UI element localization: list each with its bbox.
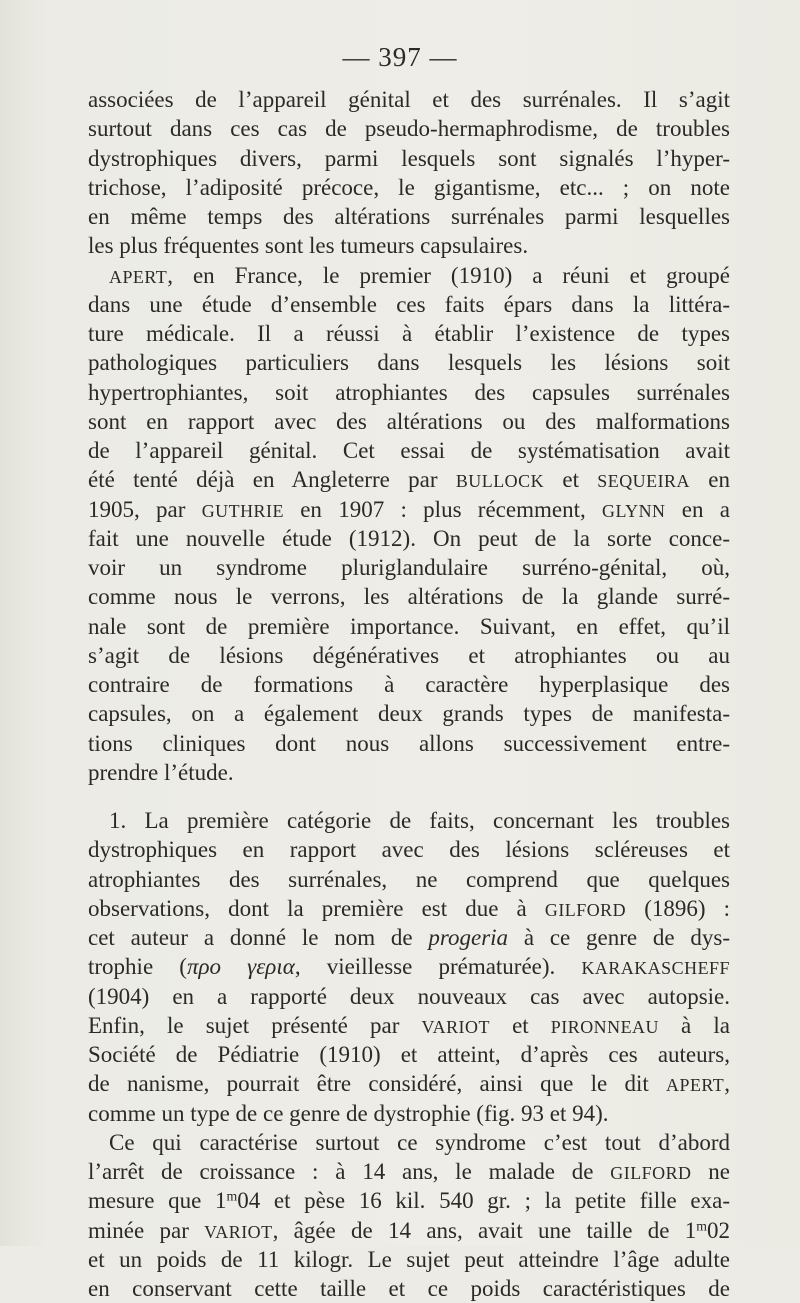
text-line: observations, dont la première est due à GILFORD (1896) : [88,895,730,921]
text-line: hypertrophiantes, soit atrophiantes des capsules surrénales [88,379,730,405]
author-name: GILFORD [544,899,627,920]
text-line: 1. La première catégorie de faits, concernant les troubles [109,808,730,833]
text-line: tions cliniques dont nous allons successivement entre- [88,730,730,756]
text-line: sont en rapport avec des altérations ou des malformations [88,408,730,434]
text-line: fait une nouvelle étude (1912). On peut de la sorte conce- [88,525,730,551]
text-line: prendre l’étude. [88,759,234,785]
author-name: APERT [109,266,168,287]
text-line: contraire de formations à caractère hyperplasique des [88,672,730,697]
unit-superscript: m [226,1188,238,1204]
text-line: l’arrêt de croissance : à 14 ans, le malade de GILFORD ne [88,1159,730,1184]
text-line: APERT, en France, le premier (1910) a réuni et groupé [109,262,730,288]
text-line: surtout dans ces cas de pseudo-hermaphrodisme, de troubles [88,116,730,142]
body-text [88,85,730,1303]
text-line: Société de Pédiatrie (1910) et atteint, d’après ces auteurs, [88,1042,730,1067]
author-name: GILFORD [610,1163,692,1183]
text-line: ture médicale. Il a réussi à établir l’existence de types [88,321,730,346]
author-name: SEQUEIRA [597,471,690,492]
text-line: pathologiques particuliers dans lesquels les lésions soit [88,350,730,376]
author-name: PIRONNEAU [550,1016,659,1037]
text-line: dans une étude d’ensemble ces faits épars dans la littéra- [88,291,730,317]
text-line: nale sont de première importance. Suivant, en effet, qu’il [88,613,730,639]
text-line: 1905, par GUTHRIE en 1907 : plus récemment, GLYNN en a [88,496,730,522]
text-line: (1904) en a rapporté deux nouveaux cas avec autopsie. [88,983,730,1009]
text-line: en conservant cette taille et ce poids caractéristiques de [88,1276,730,1301]
text-line: associées de l’appareil génital et des surrénales. Il s’agit [88,87,730,112]
text-line: comme un type de ce genre de dystrophie (fig. 93 et 94). [88,1100,609,1126]
author-name: GLYNN [602,500,666,521]
text-line: cet auteur a donné le nom de progeria à ce genre de dys- [88,925,730,950]
author-name: BULLOCK [455,471,545,492]
text-line: minée par VARIOT, âgée de 14 ans, avait une taille de 1$^m$02 [88,1217,730,1243]
author-name: APERT [666,1075,725,1096]
unit-superscript: m [696,1217,707,1233]
text-line: trichose, l’adiposité précoce, le gigantisme, etc... ; on note [88,174,730,200]
text-line: atrophiantes des surrénales, ne comprend que quelques [88,866,730,892]
author-name: KARAKASCHEFF [581,958,730,979]
text-line: capsules, on a également deux grands types de manifesta- [88,701,730,727]
text-line: Ce qui caractérise surtout ce syndrome c’est tout d’abord [109,1129,730,1155]
text-line: de nanisme, pourrait être considéré, ainsi que le dit APERT, [88,1071,730,1097]
text-line: s’agit de lésions dégénératives et atrophiantes ou au [88,642,730,668]
author-name: GUTHRIE [201,500,284,521]
italic-term: progeria [428,925,509,950]
text-line: trophie (προ γερια, vieillesse prématurée). KARAKASCHEFF [88,954,730,980]
author-name: VARIOT [204,1221,273,1242]
text-line: dystrophiques divers, parmi lesquels sont signalés l’hyper- [88,145,730,171]
text-line: voir un syndrome pluriglandulaire surréno-génital, où, [88,555,730,580]
text-line: dystrophiques en rapport avec des lésions scléreuses et [88,837,730,863]
text-line: et un poids de 11 kilogr. Le sujet peut atteindre l’âge adulte [88,1246,730,1272]
page-number: — 397 — [342,42,458,72]
text-line: été tenté déjà en Angleterre par BULLOCK et SEQUEIRA en [88,467,731,493]
greek-term: προ γερια [186,954,295,980]
text-line: mesure que 1$^m$04 et pèse 16 kil. 540 gr. ; la petite fille exa- [88,1188,730,1214]
author-name: VARIOT [421,1016,490,1037]
text-line: les plus fréquentes sont les tumeurs capsulaires. [88,233,529,259]
text-line: en même temps des altérations surrénales parmi lesquelles [88,204,730,229]
text-line: Enfin, le sujet présenté par VARIOT et PIRONNEAU à la [88,1012,730,1038]
text-line: de l’appareil génital. Cet essai de systématisation avait [88,438,730,463]
text-line: comme nous le verrons, les altérations de la glande surré- [88,584,730,610]
paragraph-gap [88,787,730,806]
